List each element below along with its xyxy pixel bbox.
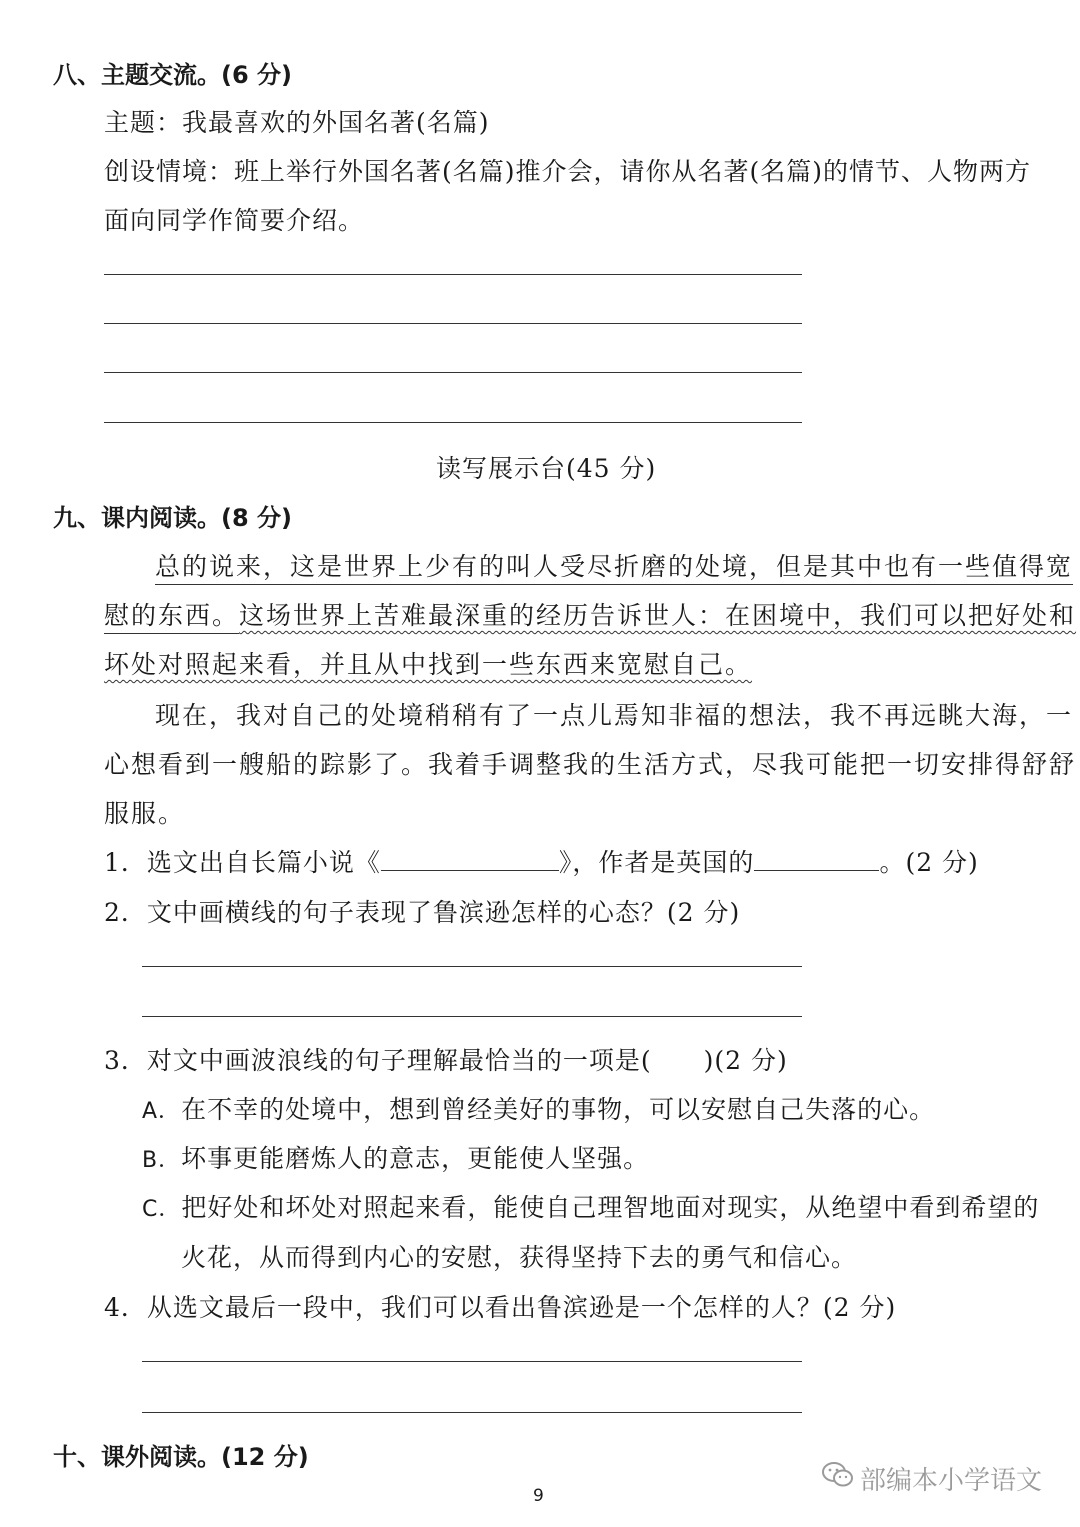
wavy-sentence: 这场世界上苦难最深重的经历告诉世人：在困境中，我们可以把好处和: [239, 601, 1077, 630]
passage-line3: [104, 645, 752, 681]
underlined-sentence: 总的说来，这是世界上少有的叫人受尽折磨的处境，但是其中也有一些值得宽: [155, 552, 1073, 585]
underlined-sentence-end: 慰的东西。: [104, 601, 239, 634]
watermark-text: 部编本小学语文: [860, 1466, 1043, 1496]
passage-line2: [104, 596, 1076, 632]
section-8-scenario-line1: 创设情境：班上举行外国名著(名篇)推介会，请你从名著(名篇)的情节、人物两方: [104, 157, 1032, 186]
option-text: 在不幸的处境中，想到曾经美好的事物，可以安慰自己失落的心。: [181, 1095, 936, 1124]
option-letter: B．: [142, 1148, 182, 1173]
answer-line[interactable]: [142, 966, 802, 967]
question-2: 2．文中画横线的句子表现了鲁滨逊怎样的心态？(2 分): [104, 898, 741, 927]
section-8-topic: 主题：我最喜欢的外国名著(名篇): [104, 108, 490, 137]
watermark: [822, 1460, 1042, 1497]
option-text: 把好处和坏处对照起来看，能使自己理智地面对现实，从绝望中看到希望的: [181, 1193, 1040, 1222]
passage-para2-line1: 现在，我对自己的处境稍稍有了一点儿焉知非福的想法，我不再远眺大海，一: [155, 701, 1074, 730]
question-3: 3．对文中画波浪线的句子理解最恰当的一项是( )(2 分): [104, 1046, 788, 1075]
passage-para2-line2: 心想看到一艘船的踪影了。我着手调整我的生活方式，尽我可能把一切安排得舒舒: [104, 750, 1077, 779]
section-8-scenario-line2: 面向同学作简要介绍。: [104, 206, 365, 235]
option-letter: C．: [142, 1197, 182, 1222]
passage-para2-line3: 服服。: [104, 799, 186, 828]
option-a[interactable]: [142, 1090, 935, 1126]
answer-line[interactable]: [104, 274, 802, 275]
answer-line[interactable]: [104, 372, 802, 373]
answer-line[interactable]: [142, 1016, 802, 1017]
section-10-heading: 十、课外阅读。(12 分): [53, 1443, 309, 1471]
question-1: [104, 843, 979, 879]
answer-line[interactable]: [104, 422, 802, 423]
option-letter: A．: [142, 1099, 182, 1124]
option-b[interactable]: [142, 1139, 649, 1175]
section-8-heading: 八、主题交流。(6 分): [53, 61, 292, 89]
option-c-continued: 火花，从而得到内心的安慰，获得坚持下去的勇气和信心。: [181, 1243, 858, 1272]
question-4: 4．从选文最后一段中，我们可以看出鲁滨逊是一个怎样的人？(2 分): [104, 1293, 897, 1322]
option-text: 坏事更能磨炼人的意志，更能使人坚强。: [181, 1144, 650, 1173]
book-title-blank[interactable]: [381, 870, 559, 871]
question-1-text: 》，作者是英国的: [558, 848, 755, 877]
option-c[interactable]: [142, 1188, 1039, 1224]
wavy-sentence-end: 坏处对照起来看，并且从中找到一些东西来宽慰自己。: [104, 650, 753, 679]
author-blank[interactable]: [754, 870, 879, 871]
wechat-icon: [822, 1461, 854, 1496]
page-number: 9: [533, 1486, 544, 1506]
answer-line[interactable]: [142, 1412, 802, 1413]
answer-line[interactable]: [142, 1361, 802, 1362]
section-banner: 读写展示台(45 分): [436, 454, 657, 483]
question-1-score: 。(2 分): [879, 848, 979, 877]
section-9-heading: 九、课内阅读。(8 分): [53, 504, 292, 532]
answer-line[interactable]: [104, 323, 802, 324]
passage-line1: [155, 547, 1073, 583]
question-1-text: 1．选文出自长篇小说《: [104, 848, 381, 877]
